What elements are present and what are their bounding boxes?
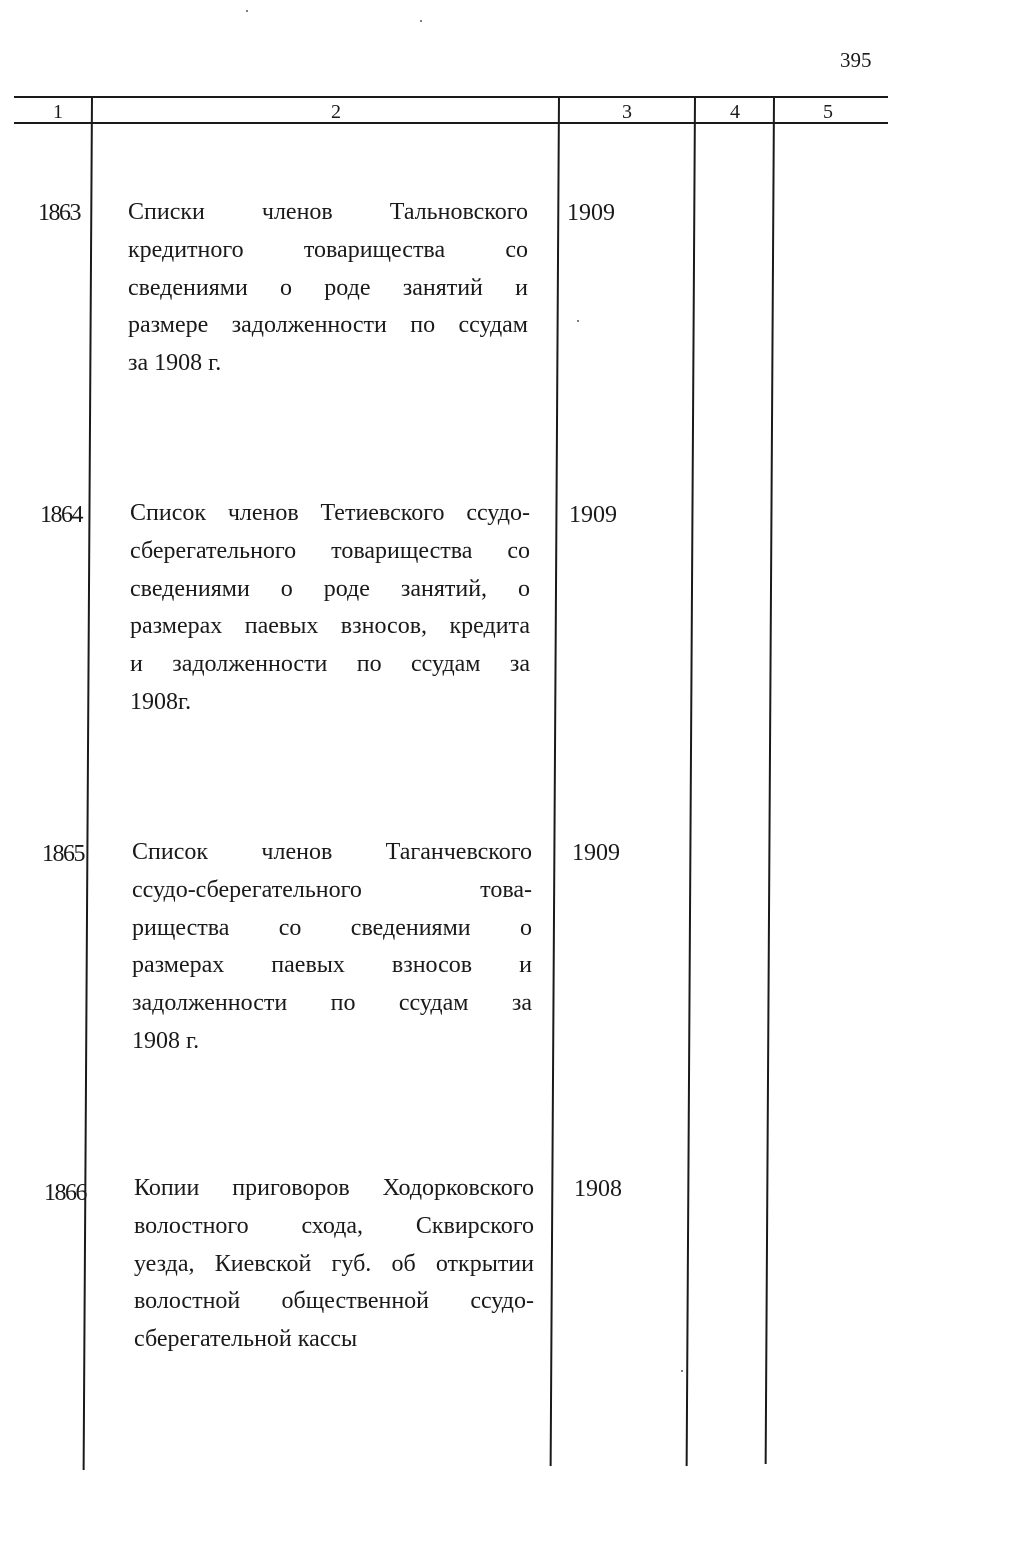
description-line: и задолженности по ссудам за xyxy=(130,651,530,678)
entry-number: 1864 xyxy=(40,502,82,528)
column-header-1: 1 xyxy=(53,101,63,123)
description-line: размерах паевых взносов, кредита xyxy=(130,613,530,640)
entry-date: 1909 xyxy=(569,502,617,528)
entry-number: 1866 xyxy=(44,1180,86,1206)
scan-speck xyxy=(420,20,422,22)
scan-speck xyxy=(246,10,248,12)
column-header-5: 5 xyxy=(823,101,833,123)
description-line: задолженности по ссудам за xyxy=(132,990,532,1017)
description-line: Список членов Тетиевского ссудо- xyxy=(130,500,530,526)
description-line: кредитного товарищества со xyxy=(128,236,528,263)
page-number: 395 xyxy=(840,48,872,72)
column-divider-2 xyxy=(550,96,560,1466)
description-line: уезда, Киевской губ. об открытии xyxy=(134,1250,534,1277)
description-line: размерах паевых взносов и xyxy=(132,952,532,979)
column-header-2: 2 xyxy=(331,101,341,123)
entry-date: 1909 xyxy=(572,840,620,866)
column-header-3: 3 xyxy=(622,101,632,123)
entry-description xyxy=(132,834,532,1061)
description-line: размере задолженности по ссудам xyxy=(128,312,528,339)
column-header-4: 4 xyxy=(730,101,740,123)
description-line: 1908 г. xyxy=(132,1027,200,1054)
description-line: Списки членов Тальновского xyxy=(128,199,528,225)
entry-description xyxy=(130,495,530,722)
column-divider-4 xyxy=(765,96,775,1464)
description-line: сберегательной кассы xyxy=(134,1326,358,1353)
description-line: Список членов Таганчевского xyxy=(132,839,532,865)
description-line: сведениями о роде занятий и xyxy=(128,274,528,301)
description-line: Копии приговоров Ходорковского xyxy=(134,1175,534,1201)
scan-speck xyxy=(577,320,579,322)
description-line: 1908г. xyxy=(130,688,192,715)
scan-speck xyxy=(681,1370,683,1372)
description-line: ссудо-сберегательного това- xyxy=(132,876,532,903)
description-line: за 1908 г. xyxy=(128,350,222,377)
header-top-rule xyxy=(14,96,888,98)
description-line: волостной общественной ссудо- xyxy=(134,1288,534,1315)
entry-date: 1908 xyxy=(574,1176,622,1202)
entry-description xyxy=(128,194,528,383)
entry-number: 1863 xyxy=(38,200,80,226)
description-line: сведениями о роде занятий, о xyxy=(130,575,530,602)
entry-number: 1865 xyxy=(42,841,84,867)
column-divider-1 xyxy=(83,96,93,1470)
entry-date: 1909 xyxy=(567,200,615,226)
description-line: волостного схода, Сквирского xyxy=(134,1212,534,1239)
entry-description xyxy=(134,1170,534,1359)
header-bottom-rule xyxy=(14,122,888,124)
description-line: сберегательного товарищества со xyxy=(130,537,530,564)
column-divider-3 xyxy=(686,96,696,1466)
description-line: рищества со сведениями о xyxy=(132,914,532,941)
